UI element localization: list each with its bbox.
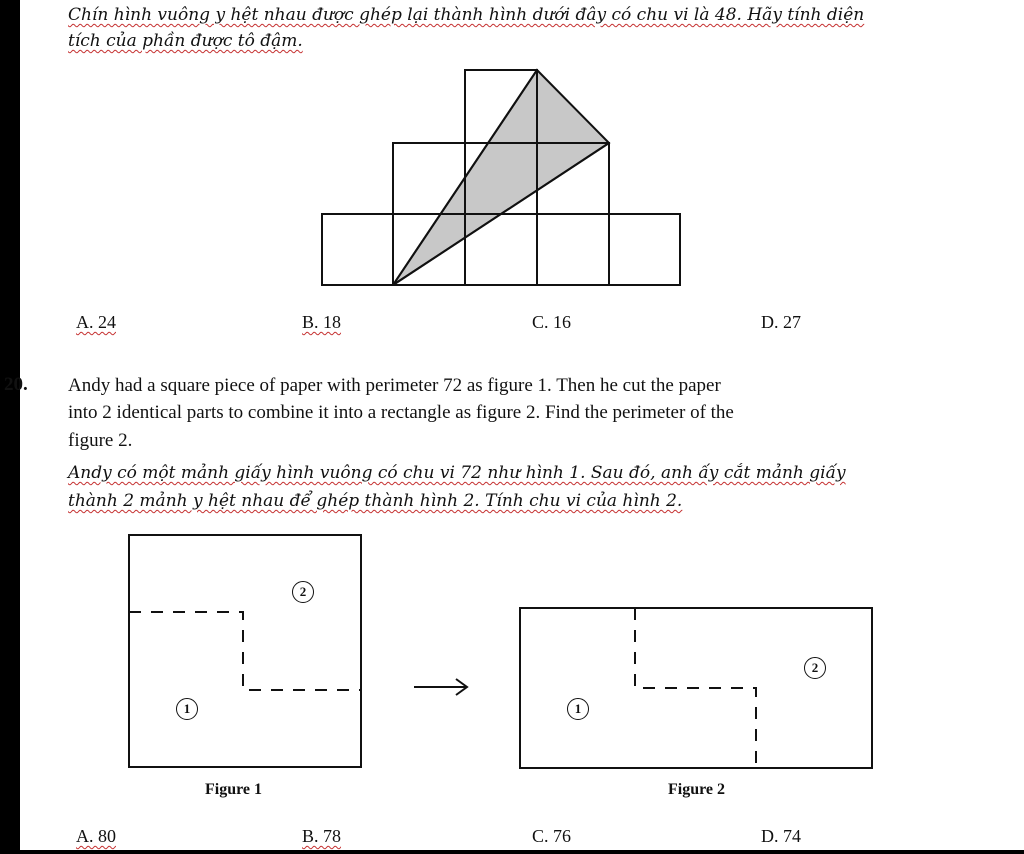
figure2-cut-line	[635, 608, 756, 768]
q19-option-b: B. 18	[302, 312, 342, 332]
q20-vi-line1: Andy có một mảnh giấy hình vuông có chu vi 72 như hình 1. Sau đó, anh ấy cắt mảnh giấy	[68, 463, 846, 483]
figure2-piece1-label: 1	[567, 698, 589, 720]
q19-option-d: D. 27	[761, 312, 801, 332]
q19-text-line1: Chín hình vuông y hệt nhau được ghép lại thành hình dưới đây có chu vi là 48. Hãy tính diện	[68, 5, 865, 25]
q19-option-c: C. 16	[532, 312, 572, 332]
left-edge-bar	[0, 0, 20, 854]
figure1-caption: Figure 1	[205, 781, 263, 798]
figure1-piece1-label: 1	[176, 698, 198, 720]
square-bottom-5	[609, 214, 680, 285]
arrow-right-icon	[412, 675, 472, 699]
figure2-piece2-label: 2	[804, 657, 826, 679]
square-bottom-4	[537, 214, 609, 285]
q20-option-a: A. 80	[76, 826, 116, 846]
q19-text-line2: tích của phần được tô đậm.	[68, 31, 303, 51]
q20-en-line1: Andy had a square piece of paper with perimeter 72 as figure 1. Then he cut the paper	[68, 375, 721, 396]
figure2-caption: Figure 2	[668, 781, 726, 798]
bottom-edge-bar	[0, 850, 1024, 854]
q20-vi-line2: thành 2 mảnh y hệt nhau để ghép thành hình 2. Tính chu vi của hình 2.	[68, 491, 683, 511]
figure1-cut-line	[129, 612, 361, 690]
figure1-piece2-label: 2	[292, 581, 314, 603]
q20-option-c: C. 76	[532, 826, 572, 846]
q20-en-line2: into 2 identical parts to combine it into a rectangle as figure 2. Find the perimeter of the	[68, 402, 734, 423]
square-bottom-1	[322, 214, 393, 285]
q19-squares-figure	[310, 62, 710, 302]
shaded-triangle	[393, 70, 609, 285]
q20-number: 20.	[4, 374, 28, 395]
q20-option-b: B. 78	[302, 826, 342, 846]
q20-option-d: D. 74	[761, 826, 801, 846]
q19-option-a: A. 24	[76, 312, 116, 332]
figure2-rectangle	[515, 603, 875, 773]
figure1-square	[125, 530, 365, 770]
q20-en-line3: figure 2.	[68, 430, 133, 451]
